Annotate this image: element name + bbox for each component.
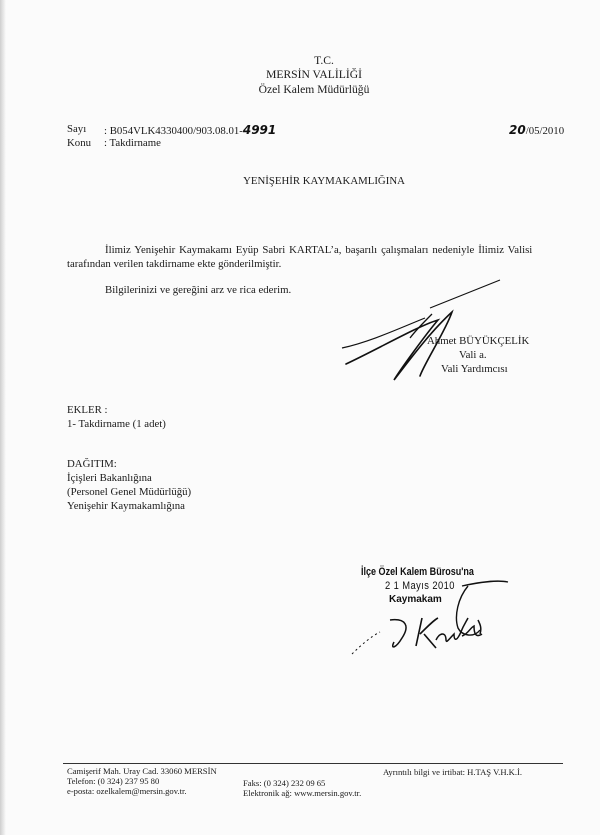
- distribution-item: (Personel Genel Müdürlüğü): [67, 486, 192, 498]
- sayi-label: Sayı: [67, 123, 87, 135]
- distribution-item: İçişleri Bakanlığına: [67, 472, 152, 484]
- recipient: YENİŞEHİR KAYMAKAMLIĞINA: [243, 175, 405, 187]
- header-governorship: MERSİN VALİLİĞİ: [266, 68, 362, 81]
- distribution-label: DAĞITIM:: [67, 458, 117, 470]
- header-office: Özel Kalem Müdürlüğü: [258, 83, 370, 96]
- stamp-date: 2 1 Mayıs 2010: [385, 580, 455, 592]
- date-day: 20: [509, 123, 526, 137]
- stamp-line3: Kaymakam: [389, 594, 442, 605]
- body-para2: Bilgilerinizi ve gereğini arz ve rica ederim.: [105, 284, 292, 296]
- document-date: [509, 123, 564, 137]
- footer-rule: [63, 763, 563, 764]
- body-para1-line2: tarafından verilen takdirname ekte gönderilmiştir.: [67, 258, 282, 270]
- sayi-number: 4991: [242, 123, 277, 137]
- kaymakam-signature: [350, 578, 510, 660]
- konu-value: : Takdirname: [104, 137, 161, 149]
- stamp-line1: İlçe Özel Kalem Bürosu'na: [361, 566, 474, 578]
- footer-address: Camişerif Mah. Uray Cad. 33060 MERSİN: [67, 766, 217, 776]
- footer-web: Elektronik ağ: www.mersin.gov.tr.: [243, 788, 362, 798]
- distribution-item: Yenişehir Kaymakamlığına: [67, 500, 185, 512]
- scan-edge: [0, 0, 6, 835]
- footer-fax: Faks: (0 324) 232 09 65: [243, 778, 326, 788]
- footer-email: e-posta: ozelkalem@mersin.gov.tr.: [67, 786, 187, 796]
- attachment-item: 1- Takdirname (1 adet): [67, 418, 166, 430]
- signer-name: Ahmet BÜYÜKÇELİK: [427, 335, 530, 347]
- attachments-label: EKLER :: [67, 404, 108, 416]
- date-rest: /05/2010: [525, 125, 565, 137]
- footer-contact: Ayrıntılı bilgi ve irtibat: H.TAŞ V.H.K.İ.: [383, 767, 523, 777]
- sayi-value: [104, 123, 276, 137]
- signer-title2: Vali Yardımcısı: [441, 363, 508, 375]
- footer-phone: Telefon: (0 324) 237 95 80: [67, 776, 160, 786]
- sayi-code: : B054VLK4330400/903.08.01-: [104, 125, 243, 137]
- body-para1-line1: İlimiz Yenişehir Kaymakamı Eyüp Sabri KARTAL’a, başarılı çalışmaları nedeniyle İlimiz Valisi: [105, 244, 533, 256]
- signer-title1: Vali a.: [459, 349, 487, 361]
- header-tc: T.C.: [314, 54, 334, 67]
- konu-label: Konu: [67, 137, 91, 149]
